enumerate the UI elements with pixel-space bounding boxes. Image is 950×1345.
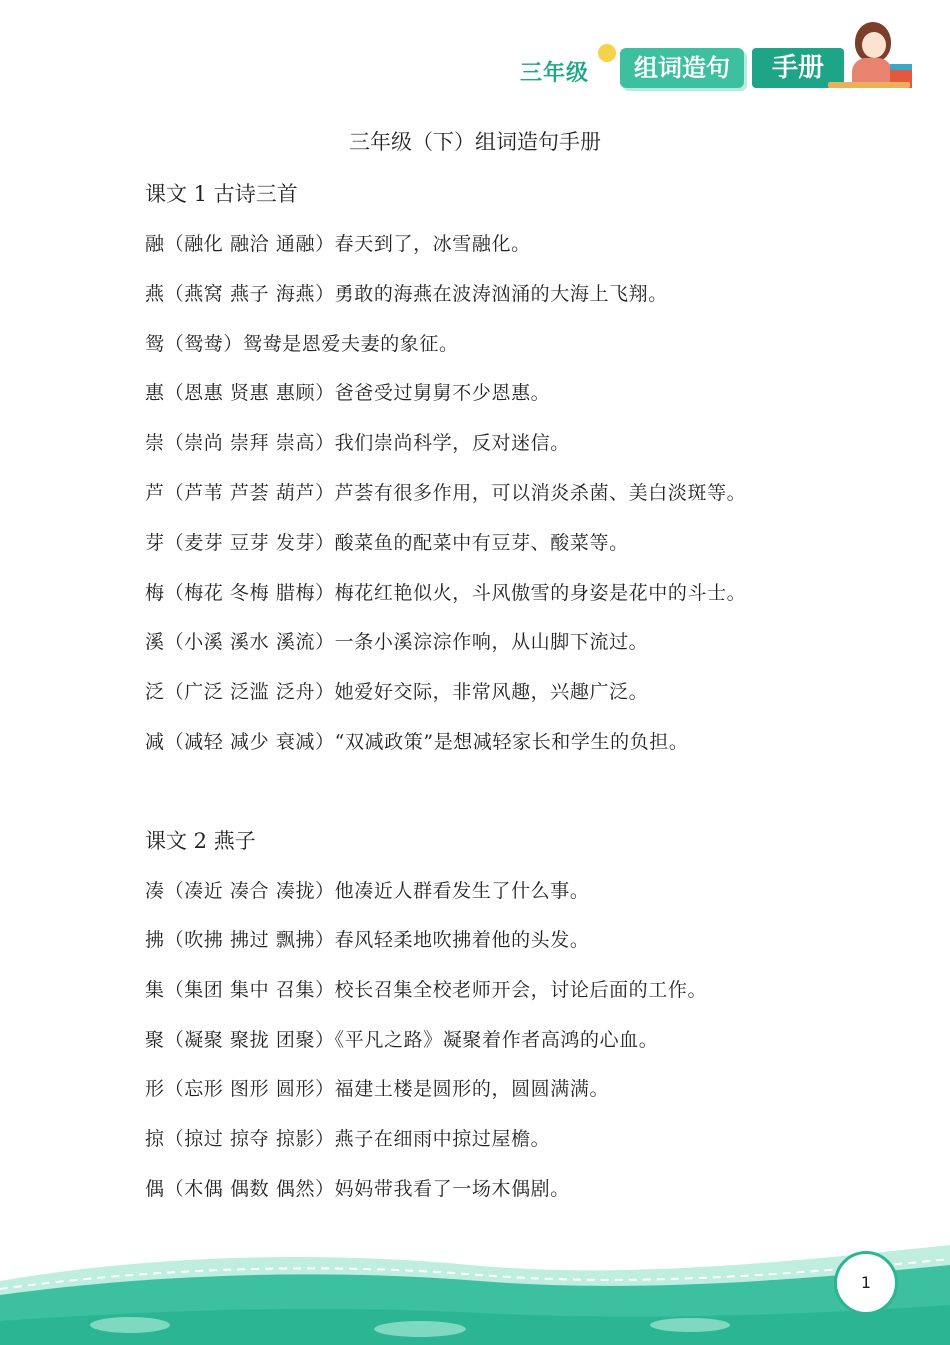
footer-wave [0,1225,950,1345]
entry-line: 凑（凑近 凑合 凑拢）他凑近人群看发生了什么事。 [145,880,590,902]
entry-line: 崇（崇尚 崇拜 崇高）我们崇尚科学，反对迷信。 [145,432,570,454]
entry-line: 芦（芦苇 芦荟 葫芦）芦荟有很多作用，可以消炎杀菌、美白淡斑等。 [145,482,747,504]
grade-label: 三年级 [520,61,590,86]
entry-line: 集（集团 集中 召集）校长召集全校老师开会，讨论后面的工作。 [145,979,708,1001]
girl-face-icon [862,32,886,58]
entry-line: 梅（梅花 冬梅 腊梅）梅花红艳似火，斗风傲雪的身姿是花中的斗士。 [145,582,747,604]
entry-line: 芽（麦芽 豆芽 发芽）酸菜鱼的配菜中有豆芽、酸菜等。 [145,532,629,554]
page-number: 1 [834,1251,898,1315]
document-title: 三年级（下）组词造句手册 [349,130,601,154]
entry-line: 偶（木偶 偶数 偶然）妈妈带我看了一场木偶剧。 [145,1178,570,1200]
entry-line: 减（减轻 减少 衰减）“双减政策”是想减轻家长和学生的负担。 [145,731,689,753]
header-badge [520,22,920,102]
entry-line: 惠（恩惠 贤惠 惠顾）爸爸受过舅舅不少恩惠。 [145,382,551,404]
lightbulb-icon [598,44,616,62]
desk-icon [828,82,910,88]
entry-line: 燕（燕窝 燕子 海燕）勇敢的海燕在波涛汹涌的大海上飞翔。 [145,283,668,305]
entry-line: 融（融化 融洽 通融）春天到了，冰雪融化。 [145,233,531,255]
lesson-heading: 课文 1 古诗三首 [145,182,298,206]
entry-line: 鸳（鸳鸯）鸳鸯是恩爱夫妻的象征。 [145,333,459,355]
entry-line: 溪（小溪 溪水 溪流）一条小溪淙淙作响，从山脚下流过。 [145,631,649,653]
lesson-heading: 课文 2 燕子 [145,829,256,853]
book-series-label: 组词造句 [620,48,744,88]
entry-line: 泛（广泛 泛滥 泛舟）她爱好交际，非常风趣，兴趣广泛。 [145,681,649,703]
entry-line: 形（忘形 图形 圆形）福建土楼是圆形的，圆圆满满。 [145,1078,610,1100]
entry-line: 聚（凝聚 聚拢 团聚）《平凡之路》凝聚着作者高鸿的心血。 [145,1029,659,1051]
handbook-label: 手册 [752,48,844,88]
entry-line: 掠（掠过 掠夺 掠影）燕子在细雨中掠过屋檐。 [145,1128,551,1150]
girl-body-icon [852,58,892,84]
entry-line: 拂（吹拂 拂过 飘拂）春风轻柔地吹拂着他的头发。 [145,929,590,951]
